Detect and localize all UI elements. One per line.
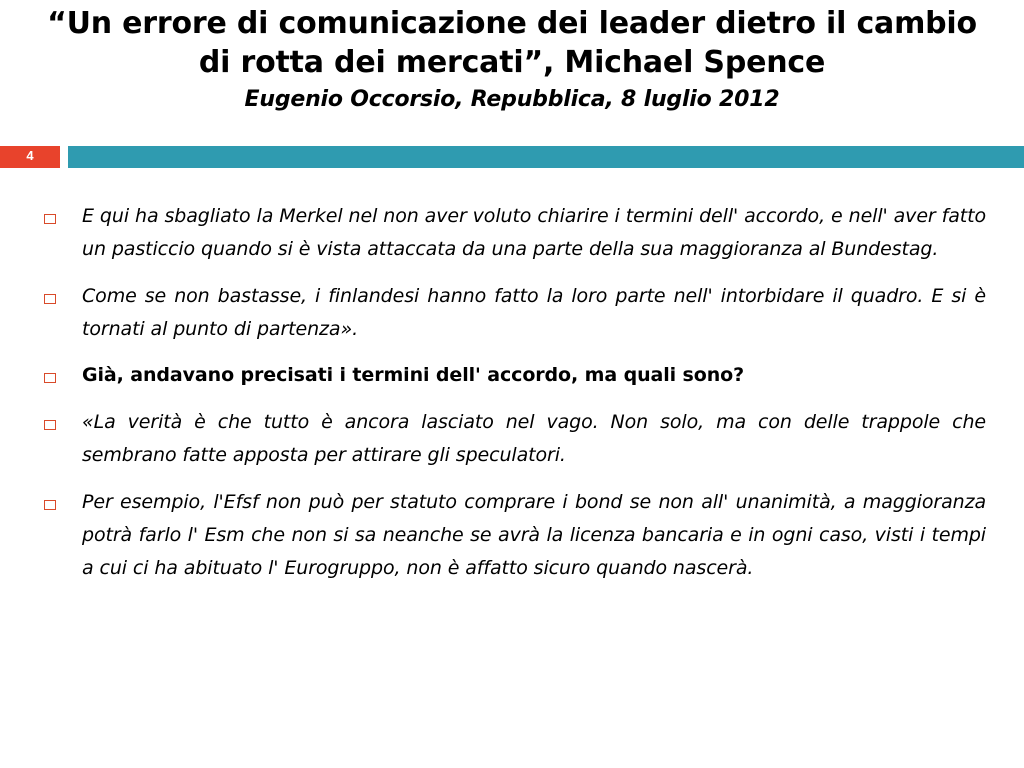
bullet-text: Per esempio, l'Efsf non può per statuto comprare i bond se non all' unanimità, a maggioranza potrà farlo l' Esm che non si sa neanche se avrà la licenza bancaria e in ogni caso, visti i tempi a cui ci ha abituato l' Eurogruppo, non è affatto sicuro quando nascerà. <box>82 491 986 579</box>
square-bullet-icon <box>44 373 56 383</box>
slide-subtitle: Eugenio Occorsio, Repubblica, 8 luglio 2012 <box>244 87 780 113</box>
header-divider-band <box>68 146 1024 168</box>
list-item <box>44 406 986 472</box>
bullet-text: Come se non bastasse, i finlandesi hanno fatto la loro parte nell' intorbidare il quadro. E si è tornati al punto di partenza». <box>82 284 986 340</box>
bullet-text: E qui ha sbagliato la Merkel nel non aver voluto chiarire i termini dell' accordo, e nell' aver fatto un pasticcio quando si è vista attaccata da una parte della sua maggioranza al Bundestag. <box>82 205 986 260</box>
square-bullet-icon <box>44 500 56 510</box>
slide-title-line-1: “Un errore di comunicazione dei leader dietro il cambio <box>47 6 977 41</box>
bullet-text: «La verità è che tutto è ancora lasciato nel vago. Non solo, ma con delle trappole che sembrano fatte apposta per attirare gli speculatori. <box>82 411 986 467</box>
bullet-list <box>44 200 986 599</box>
square-bullet-icon <box>44 214 56 224</box>
bullet-text-bold: Già, andavano precisati i termini dell' accordo, ma quali sono? <box>82 364 745 387</box>
list-item <box>44 359 986 392</box>
slide-number: 4 <box>26 148 34 163</box>
list-item <box>44 280 986 346</box>
title-block <box>0 0 1024 115</box>
list-item <box>44 200 986 266</box>
slide-title-line-2: di rotta dei mercati”, Michael Spence <box>198 44 826 80</box>
list-item <box>44 486 986 585</box>
square-bullet-icon <box>44 294 56 304</box>
square-bullet-icon <box>44 420 56 430</box>
